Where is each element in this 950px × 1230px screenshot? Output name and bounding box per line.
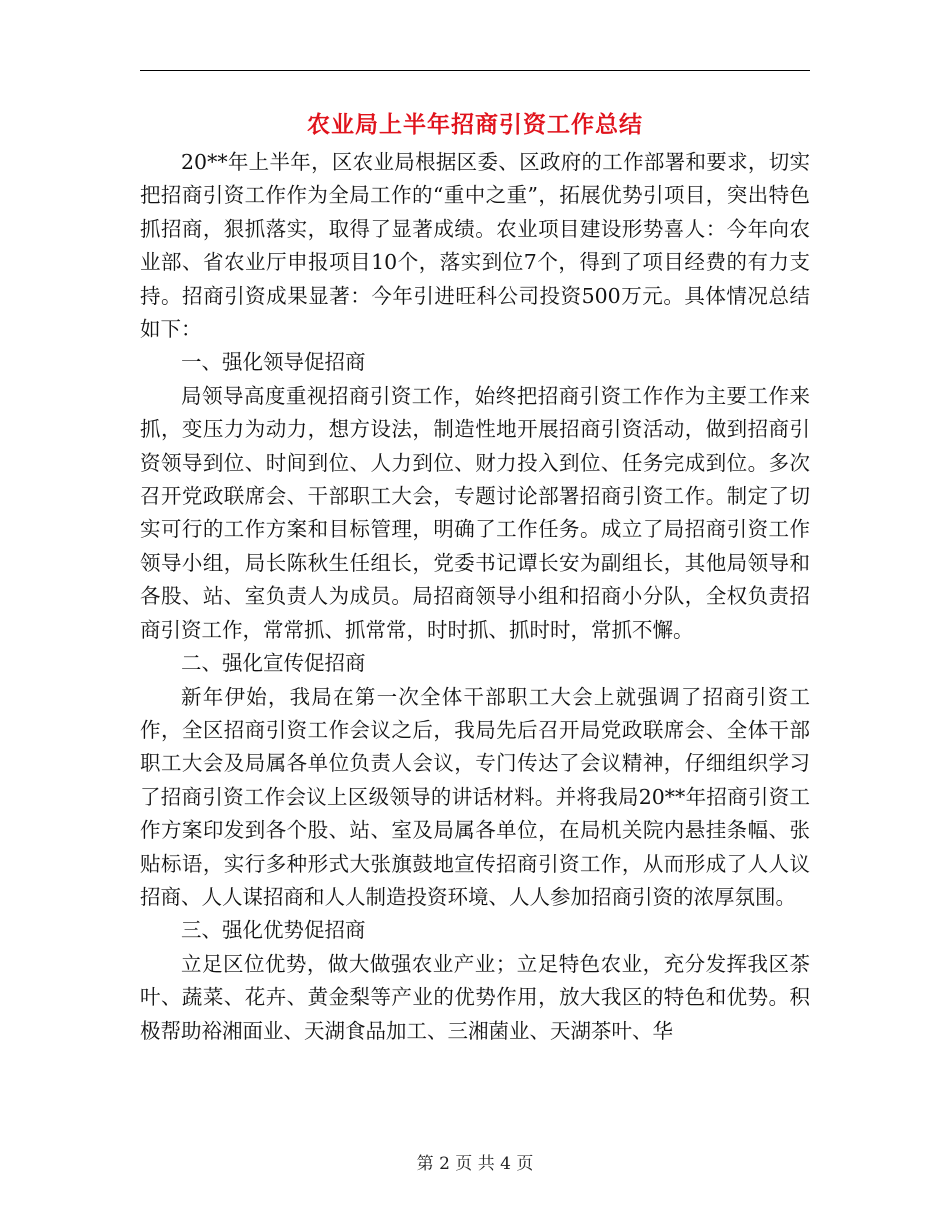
section-heading-3: 三、强化优势促招商 [181, 918, 366, 943]
section-1-paragraph: 局领导高度重视招商引资工作，始终把招商引资工作作为主要工作来抓，变压力为动力，想方设法，制造性地开展招商引资活动，做到招商引资领导到位、时间到位、人力到位、财力投入到位、任务完成到位。多次召开党政联席会、干部职工大会，专题讨论部署招商引资工作。制定了切实可行的工作方案和目标管理，明确了工作任务。成立了局招商引资工作领导小组，局长陈秋生任组长，党委书记谭长安为副组长，其他局领导和各股、站、室负责人为成员。局招商领导小组和招商小分队，全权负责招商引资工作，常常抓、抓常常，时时抓、抓时时，常抓不懈。 [140, 383, 810, 642]
document-body [140, 146, 810, 1048]
section-3-paragraph: 立足区位优势，做大做强农业产业；立足特色农业，充分发挥我区茶叶、蔬菜、花卉、黄金梨等产业的优势作用，放大我区的特色和优势。积极帮助裕湘面业、天湖食品加工、三湘菌业、天湖茶叶、华 [140, 951, 810, 1043]
document-title: 农业局上半年招商引资工作总结 [307, 111, 643, 138]
section-2-paragraph: 新年伊始，我局在第一次全体干部职工大会上就强调了招商引资工作，全区招商引资工作会议之后，我局先后召开局党政联席会、全体干部职工大会及局属各单位负责人会议，专门传达了会议精神，仔细组织学习了招商引资工作会议上区级领导的讲话材料。并将我局20**年招商引资工作方案印发到各个股、站、室及局属各单位，在局机关院内悬挂条幅、张贴标语，实行多种形式大张旗鼓地宣传招商引资工作，从而形成了人人议招商、人人谋招商和人人制造投资环境、人人参加招商引资的浓厚氛围。 [140, 684, 810, 909]
header-rule [140, 70, 810, 71]
page-number: 第 2 页 共 4 页 [416, 1154, 534, 1174]
section-heading-1: 一、强化领导促招商 [181, 350, 366, 375]
intro-paragraph: 20**年上半年，区农业局根据区委、区政府的工作部署和要求，切实把招商引资工作作为全局工作的“重中之重”，拓展优势引项目，突出特色抓招商，狠抓落实，取得了显著成绩。农业项目建设形势喜人：今年向农业部、省农业厅申报项目10个，落实到位7个，得到了项目经费的有力支持。招商引资成果显著：今年引进旺科公司投资500万元。具体情况总结如下： [140, 150, 810, 342]
section-heading-2: 二、强化宣传促招商 [181, 651, 366, 676]
